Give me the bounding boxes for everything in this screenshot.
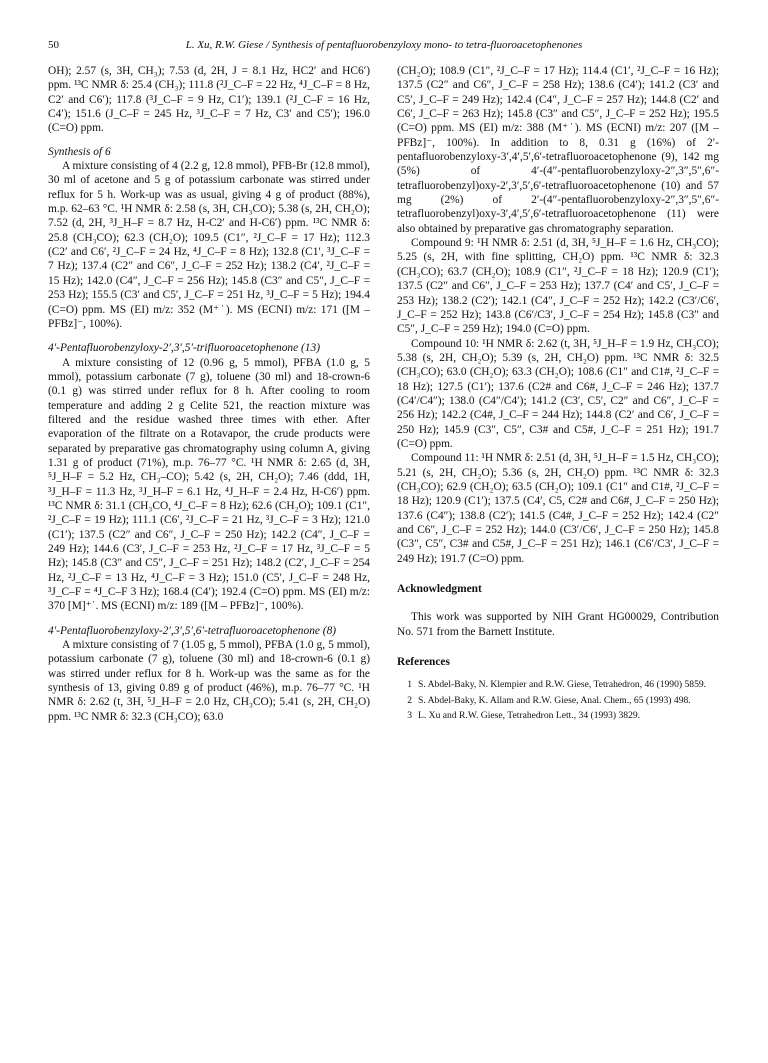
paragraph-compound-8: A mixture consisting of 7 (1.05 g, 5 mmol), PFBA (1.0 g, 5 mmol), potassium carbonate (7 g), toluene (30 ml) and 18-crown-6 (0.1 g) was stirred under reflux for 8 h. Work-up was the same as for the synthesis of 13, giving 0.89 g of product (46%), m.p. 76–77 °C. ¹H NMR δ: 2.62 (t, 3H, ⁵J_H–F = 2.0 Hz, CH₃CO); 5.41 (s, 2H, CH₂O) ppm. ¹³C NMR δ: 32.3 (CH₃CO); 63.0	[48, 639, 370, 723]
reference-text: S. Abdel-Baky, K. Allam and R.W. Giese, Anal. Chem., 65 (1993) 498.	[418, 694, 691, 706]
reference-item	[397, 695, 719, 707]
section-heading-synthesis-6: Synthesis of 6	[48, 145, 111, 158]
page-number: 50	[48, 39, 59, 51]
section-heading-compound-13: 4′-Pentafluorobenzyloxy-2′,3′,5′-trifluoroacetophenone (13)	[48, 342, 320, 355]
reference-list	[397, 679, 719, 722]
paragraph-synthesis-6: A mixture consisting of 4 (2.2 g, 12.8 mmol), PFB-Br (12.8 mmol), 30 ml of acetone and 5 g of potassium carbonate was stirred under reflux for 5 h. Work-up was as usual, giving 4 g of product (88%), m.p. 62–63 °C. ¹H NMR δ: 2.58 (s, 3H, CH₃CO); 5.38 (s, 2H, CH₂O); 7.52 (d, 2H, ³J_H–F = 8.7 Hz, H-C2′ and H-C6′) ppm. ¹³C NMR δ: 25.8 (CH₃CO); 62.3 (CH₂O); 109.5 (C1″, ²J_C–F = 17 Hz); 112.3 (C2′ and C6′, ²J_C–F = 24 Hz, ⁴J_C–F = 8 Hz); 132.8 (C1′, ³J_C–F = 7 Hz); 137.4 (C2″ and C6″, J_C–F = 252 Hz); 138.2 (C4′, ²J_C–F = 15 Hz); 142.0 (C4″, J_C–F = 256 Hz); 145.8 (C3″ and C5″, J_C–F = 253 Hz); 155.5 (C3′ and C5′, J_C–F = 251 Hz, ³J_C–F = 5 Hz); 194.4 (C=O) ppm. MS (EI) m/z: 352 (M⁺˙). MS (ECNI) m/z: 171 ([M – PFBz]⁻, 100%).	[48, 160, 370, 330]
section-heading-compound-8: 4′-Pentafluorobenzyloxy-2′,3′,5′,6′-tetrafluoroacetophenone (8)	[48, 624, 337, 637]
reference-item	[397, 679, 719, 691]
reference-text: L. Xu and R.W. Giese, Tetrahedron Lett., 34 (1993) 3829.	[418, 709, 641, 721]
reference-text: S. Abdel-Baky, N. Klempier and R.W. Giese, Tetrahedron, 46 (1990) 5859.	[418, 679, 707, 691]
right-column	[397, 64, 719, 725]
reference-item	[397, 710, 719, 722]
acknowledgment-text: This work was supported by NIH Grant HG00029, Contribution No. 571 from the Barnett Institute.	[397, 611, 719, 638]
page-header	[48, 39, 720, 55]
left-column	[48, 64, 370, 724]
reference-number: 3	[407, 709, 412, 721]
acknowledgment-heading: Acknowledgment	[397, 583, 482, 596]
paragraph-compound-9: Compound 9: ¹H NMR δ: 2.51 (d, 3H, ⁵J_H–F = 1.6 Hz, CH₃CO); 5.25 (s, 2H, with fine splitting, CH₂O) ppm. ¹³C NMR δ: 32.3 (CH₃CO); 63.7 (CH₂O); 108.9 (C1″, ²J_C–F = 18 Hz); 120.9 (C1′); 137.5 (C2″ and C6″, J_C–F = 253 Hz); 137.7 (C4′ and C5′, J_C–F = 253 Hz); 138.2 (C2′); 142.1 (C4″, J_C–F = 252 Hz); 142.2 (C3′/C6′, J_C–F = 252 Hz); 143.8 (C6′/C3′, J_C–F = 254 Hz); 145.8 (C3″ and C5″, J_C–F = 259 Hz); 194.0 (C=O) ppm.	[397, 237, 719, 336]
reference-number: 1	[407, 679, 412, 691]
paragraph-compound-10: Compound 10: ¹H NMR δ: 2.62 (t, 3H, ⁵J_H–F = 1.9 Hz, CH₃CO); 5.38 (s, 2H, CH₂O); 5.39 (s, 2H, CH₂O) ppm. ¹³C NMR δ: 32.5 (CH₃CO); 63.0 (CH₂O); 63.3 (CH₂O); 108.6 (C1″ and C1#, ²J_C–F = 18 Hz); 127.5 (C1′); 137.6 (C2# and C6#, J_C–F = 246 Hz); 137.7 (C4′/C4″); 138.0 (C4″/C4′); 141.2 (C3′, C5′, C2″ and C6″, J_C–F = 256 Hz); 142.2 (C4#, J_C–F = 244 Hz); 144.8 (C2′ and C6′, J_C–F = 250 Hz); 145.9 (C3″, C5″, C3# and C5#, J_C–F = 251 Hz); 191.7 (C=O) ppm.	[397, 337, 719, 450]
continued-paragraph-right: (CH₂O); 108.9 (C1″, ²J_C–F = 17 Hz); 114.4 (C1′, ²J_C–F = 16 Hz); 137.5 (C2″ and C6″, J_C–F = 258 Hz); 138.6 (C4′); 141.2 (C3′ and C5′, J_C–F = 249 Hz); 142.4 (C4″, J_C–F = 257 Hz); 144.8 (C2′ and C6′, J_C–F = 263 Hz); 145.8 (C3″ and C5″, J_C–F = 252 Hz); 195.5 (C=O) ppm. MS (EI) m/z: 388 (M⁺˙). MS (ECNI) m/z: 207 ([M – PFBz]⁻, 100%). In addition to 8, 0.31 g (16%) of 2′-pentafluorobenzyloxy-3′,4′,5′,6′-tetrafluoroacetophenone (9), 142 mg (5%) of 4′-(4″-pentafluorobenzyloxy-2″,3″,5″,6″-tetrafluorobenzyl)oxy-2′,3′,5′,6′-tetrafluoroacetophenone (10) and 57 mg (2%) of 2′-(4″-pentafluorobenzyloxy-2″,3″,5″,6″-tetrafluorobenzyl)oxy-3′,4′,5′,6′-tetrafluoroacetophenone (11) were also obtained by preparative gas chromatography separation.	[397, 65, 719, 235]
continued-paragraph: OH); 2.57 (s, 3H, CH₃); 7.53 (d, 2H, J = 8.1 Hz, HC2′ and HC6′) ppm. ¹³C NMR δ: 25.4 (CH₃); 111.8 (²J_C–F = 22 Hz, ⁴J_C–F = 8 Hz, C2′ and C6′); 117.8 (³J_C–F = 9 Hz, C1′); 139.1 (²J_C–F = 16 Hz, C4′); 151.6 (J_C–F = 245 Hz, ³J_C–F = 7 Hz, C3′ and C5′); 196.0 (C=O) ppm.	[48, 65, 370, 135]
references-heading: References	[397, 656, 450, 669]
paragraph-compound-13: A mixture consisting of 12 (0.96 g, 5 mmol), PFBA (1.0 g, 5 mmol), potassium carbonate (7 g), toluene (30 ml) and 18-crown-6 (0.1 g) was stirred under reflux for 8 h. After cooling to room temperature and adding 2 g Celite 521, the reaction mixture was filtered and the residue washed three times with ether. After evaporation of the filtrate on a Rotavapor, the crude products were separated by preparative gas chromatography using column A, giving 1.31 g of product (71%), m.p. 76–77 °C. ¹H NMR δ: 2.65 (d, 3H, ⁵J_H–F = 5.2 Hz, CH₃–CO); 5.42 (s, 2H, CH₂O); 7.46 (ddd, 1H, ³J_H–F = 11.3 Hz, ³J_H–F = 6.1 Hz, ⁴J_H–F = 2.4 Hz, H-C6′) ppm. ¹³C NMR δ: 31.1 (CH₃CO, ⁴J_C–F = 8 Hz); 62.6 (CH₂O); 109.1 (C1″, ²J_C–F = 19 Hz); 111.1 (C6′, ²J_C–F = 21 Hz, ³J_C–F = 3 Hz); 121.0 (C1′); 137.5 (C2″ and C6″, J_C–F = 250 Hz); 142.2 (C4″, J_C–F = 249 Hz); 144.6 (C3′, J_C–F = 253 Hz, ²J_C–F = 17 Hz, ³J_C–F = 5 Hz); 145.8 (C3″ and C5″, J_C–F = 251 Hz); 148.2 (C2′, J_C–F = 254 Hz, ²J_C–F = 13 Hz, ⁴J_C–F = 3 Hz); 151.0 (C5′, J_C–F = 248 Hz, ³J_C–F = ⁴J_C–F 3 Hz); 168.4 (C4′); 192.4 (C=O) ppm. MS (EI) m/z: 370 [M]⁺˙. MS (ECNI) m/z: 189 ([M – PFBz]⁻, 100%).	[48, 356, 370, 613]
paragraph-compound-11: Compound 11: ¹H NMR δ: 2.51 (d, 3H, ⁵J_H–F = 1.5 Hz, CH₃CO); 5.21 (s, 2H, CH₂O); 5.36 (s, 2H, CH₂O) ppm. ¹³C NMR δ: 32.3 (CH₃CO); 62.9 (CH₂O); 63.5 (CH₂O); 109.1 (C1″ and C1#, ²J_C–F = 18 Hz); 120.9 (C1′); 137.5 (C4′, C5, C2# and C6#, J_C–F = 250 Hz); 137.6 (C4″); 138.8 (C2′); 141.5 (C4#, J_C–F = 252 Hz); 142.4 (C2″ and C6″, J_C–F = 252 Hz); 144.0 (C3′/C6′, J_C–F = 250 Hz); 145.8 (C3″, C5″, C3# and C5#, J_C–F = 251 Hz); 146.1 (C6′/C3′, J_C–F = 249 Hz); 191.7 (C=O) ppm.	[397, 452, 719, 565]
running-title: L. Xu, R.W. Giese / Synthesis of pentafluorobenzyloxy mono- to tetra-fluoroacetophenones	[185, 39, 583, 51]
reference-number: 2	[407, 694, 412, 706]
